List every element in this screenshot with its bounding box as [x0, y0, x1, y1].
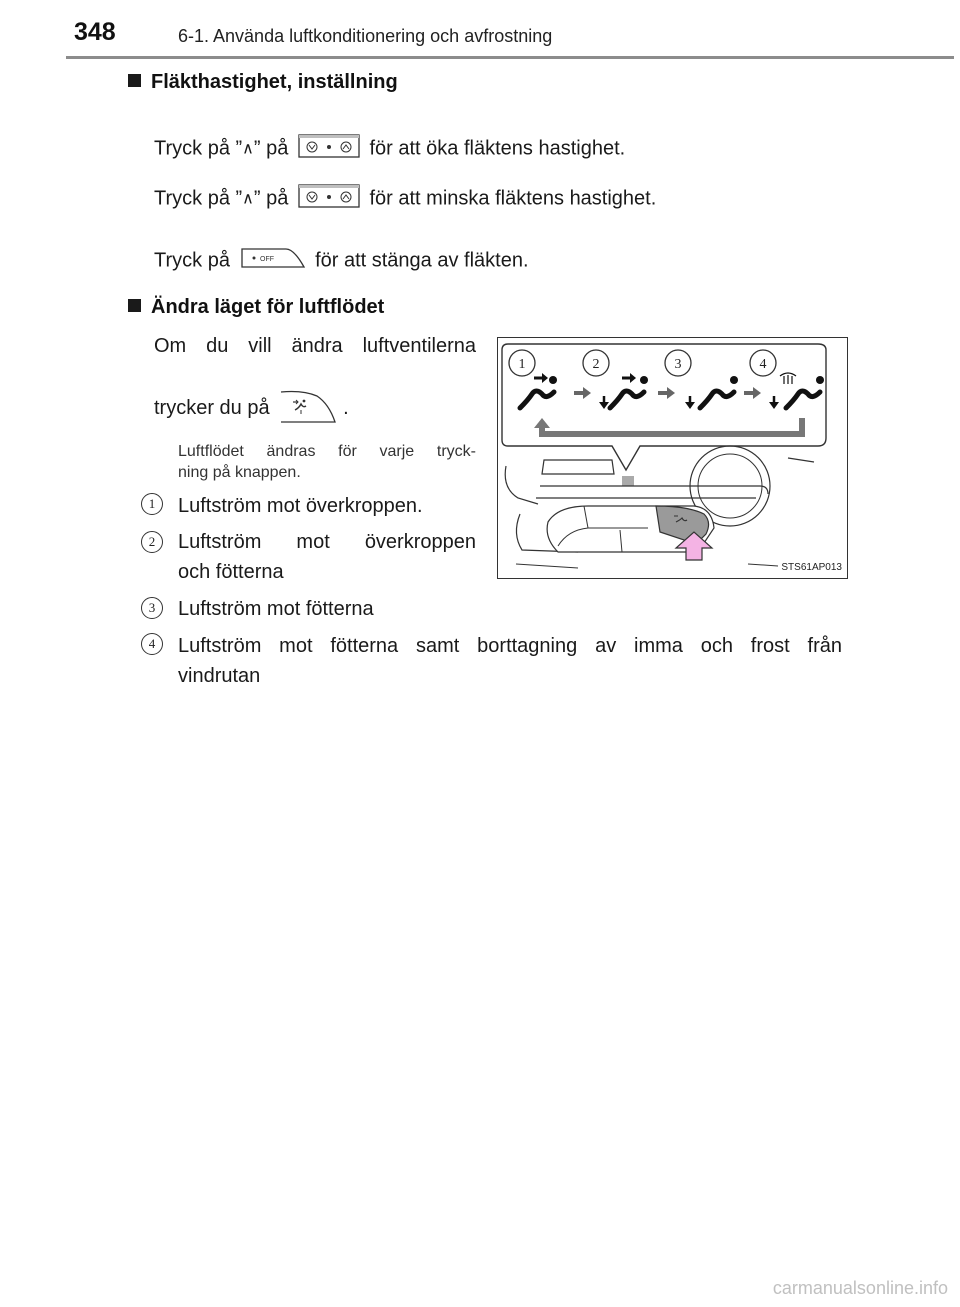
instruction-text: för att minska fläktens hastighet.: [369, 187, 657, 210]
section-heading-text: Ändra läget för luftflödet: [151, 296, 385, 318]
section-heading-airflow: [128, 296, 384, 319]
quote-close: ” på: [253, 187, 289, 210]
instruction-text: för att öka fläktens hastighet.: [369, 137, 626, 160]
airflow-intro-line2: [154, 388, 349, 432]
list-item-3: Luftström mot fötterna: [178, 598, 374, 620]
list-item-line: vindrutan: [178, 665, 261, 687]
svg-text:2: 2: [592, 357, 600, 372]
list-item-line: Luftström mot överkroppen: [178, 531, 476, 553]
list-item-line: Luftström mot fötterna samt borttagning av imma och frost från: [178, 635, 842, 657]
instruction-text: Tryck på: [154, 137, 230, 160]
list-number-2: 2: [141, 531, 163, 553]
list-item-4: [178, 631, 842, 691]
footer-watermark: carmanualsonline.info: [772, 1278, 948, 1298]
instruction-decrease-fan: [154, 184, 656, 214]
instruction-fan-off: [154, 245, 529, 277]
airflow-note: [178, 441, 476, 483]
figure-code: STS61AP013: [781, 562, 842, 573]
figure-number-4: [750, 350, 776, 376]
callout-bubble: [502, 344, 826, 470]
page-number: 348: [74, 18, 116, 46]
quote-open: ”: [235, 137, 243, 160]
list-number-4: 4: [141, 633, 163, 655]
svg-text:3: 3: [674, 357, 682, 372]
instruction-text: Tryck på: [154, 249, 230, 272]
header-rule: [66, 56, 954, 59]
list-item-1: Luftström mot överkroppen.: [178, 495, 423, 517]
svg-text:1: 1: [518, 357, 526, 372]
instruction-text: trycker du på: [154, 397, 270, 419]
instruction-text: .: [343, 397, 349, 419]
list-number-3: 3: [141, 597, 163, 619]
chapter-title: 6-1. Använda luftkonditionering och avfrostning: [178, 26, 553, 46]
section-heading-fan-speed: [128, 71, 398, 94]
list-item-line: och fötterna: [178, 561, 284, 583]
figure-number-3: [665, 350, 691, 376]
figure-number-2: [583, 350, 609, 376]
section-marker: [128, 299, 141, 312]
figure-number-1: [509, 350, 535, 376]
airflow-mode-key-icon: [279, 388, 339, 432]
quote-open: ”: [235, 187, 243, 210]
list-number-1: 1: [141, 493, 163, 515]
note-line: ning på knappen.: [178, 464, 301, 481]
fan-speed-key-icon: [298, 184, 360, 214]
instruction-text: Tryck på: [154, 187, 230, 210]
airflow-illustration: [497, 337, 848, 579]
instruction-text: för att stänga av fläkten.: [315, 249, 529, 272]
note-line: Luftflödet ändras för varje tryck-: [178, 443, 476, 460]
section-marker: [128, 74, 141, 87]
list-item-2: [178, 527, 476, 587]
quote-close: ” på: [253, 137, 289, 160]
section-heading-text: Fläkthastighet, inställning: [151, 71, 398, 93]
airflow-intro-line1: Om du vill ändra luftventilerna: [154, 335, 476, 357]
fan-speed-key-icon: [298, 134, 360, 164]
off-key-label: OFF: [259, 256, 274, 263]
caret-up-icon: ∧: [242, 140, 254, 158]
fan-off-key-icon: [240, 245, 306, 277]
svg-text:4: 4: [759, 357, 767, 372]
caret-up-icon: ∧: [242, 190, 254, 208]
instruction-increase-fan: [154, 134, 625, 164]
dashboard-console: [505, 446, 814, 568]
